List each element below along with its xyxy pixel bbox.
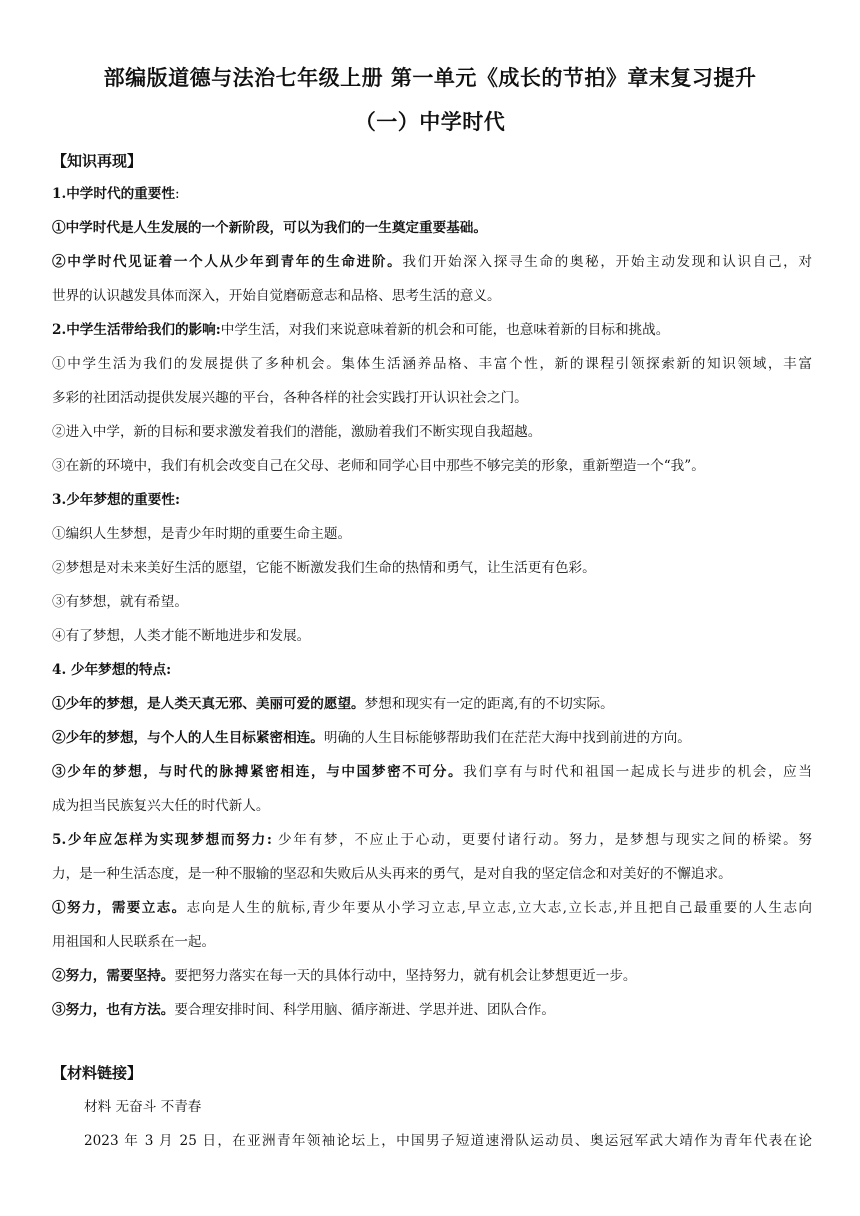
point-4-heading: 4. 少年梦想的特点: — [52, 662, 172, 678]
point-2-item-a: ①中学生活为我们的发展提供了多种机会。集体生活涵养品格、丰富个性，新的课程引领探索新的知识领域，丰富 — [52, 356, 812, 372]
point-5-item-a-cont: 用祖国和人民联系在一起。 — [52, 934, 216, 950]
point-1-item-b: ②中学时代见证着一个人从少年到青年的生命进阶。我们开始深入探寻生命的奥秘，开始主动发现和认识自己，对 — [52, 254, 812, 270]
point-4-item-c: ③少年的梦想，与时代的脉搏紧密相连，与中国梦密不可分。我们享有与时代和祖国一起成长与进步的机会，应当 — [52, 764, 812, 780]
point-5-item-c: ③努力，也有方法。要合理安排时间、科学用脑、循序渐进、学思并进、团队合作。 — [52, 1002, 555, 1018]
point-2-heading: 2.中学生活带给我们的影响:中学生活，对我们来说意味着新的机会和可能，也意味着新的目标和挑战。 — [52, 322, 670, 338]
material-title: 材料 无奋斗 不青春 — [84, 1099, 202, 1115]
point-3-heading: 3.少年梦想的重要性: — [52, 492, 180, 508]
material-text: 2023 年 3 月 25 日，在亚洲青年领袖论坛上，中国男子短道速滑队运动员、奥运冠军武大靖作为青年代表在论 — [84, 1133, 812, 1149]
document-title: 部编版道德与法治七年级上册 第一单元《成长的节拍》章末复习提升 — [103, 66, 757, 90]
point-1-item-a: ①中学时代是人生发展的一个新阶段，可以为我们的一生奠定重要基础。 — [52, 220, 487, 236]
point-4-item-b: ②少年的梦想，与个人的人生目标紧密相连。明确的人生目标能够帮助我们在茫茫大海中找到前进的方向。 — [52, 730, 691, 746]
point-2-item-c: ③在新的环境中，我们有机会改变自己在父母、老师和同学心目中那些不够完美的形象，重新塑造一个“我”。 — [52, 458, 705, 474]
section-heading-knowledge: 【知识再现】 — [52, 152, 143, 170]
point-3-item-c: ③有梦想，就有希望。 — [52, 594, 188, 610]
section-heading-material: 【材料链接】 — [52, 1064, 143, 1082]
point-3-item-d: ④有了梦想，人类才能不断地进步和发展。 — [52, 628, 311, 644]
point-1-heading: 1.中学时代的重要性: — [52, 186, 180, 202]
point-4-item-c-cont: 成为担当民族复兴大任的时代新人。 — [52, 798, 270, 814]
point-1-item-b-cont: 世界的认识越发具体而深入，开始自觉磨砺意志和品格、思考生活的意义。 — [52, 288, 501, 304]
point-3-item-b: ②梦想是对未来美好生活的愿望，它能不断激发我们生命的热情和勇气，让生活更有色彩。 — [52, 560, 596, 576]
point-5-heading: 5.少年应怎样为实现梦想而努力: 少年有梦，不应止于心动，更要付诸行动。努力，是梦想与现实之间的桥梁。努 — [52, 832, 812, 848]
document-subtitle: （一）中学时代 — [354, 110, 506, 134]
point-5-item-a: ①努力，需要立志。志向是人生的航标,青少年要从小学习立志,早立志,立大志,立长志,并且把自己最重要的人生志向 — [52, 900, 812, 916]
point-2-item-a-cont: 多彩的社团活动提供发展兴趣的平台，各种各样的社会实践打开认识社会之门。 — [52, 390, 528, 406]
point-5-heading-cont: 力，是一种生活态度，是一种不服输的坚忍和失败后从头再来的勇气，是对自我的坚定信念和对美好的不懈追求。 — [52, 866, 732, 882]
point-5-item-b: ②努力，需要坚持。要把努力落实在每一天的具体行动中，坚持努力，就有机会让梦想更近一步。 — [52, 968, 637, 984]
point-4-item-a: ①少年的梦想，是人类天真无邪、美丽可爱的愿望。梦想和现实有一定的距离,有的不切实际。 — [52, 696, 614, 712]
point-3-item-a: ①编织人生梦想，是青少年时期的重要生命主题。 — [52, 526, 352, 542]
point-2-item-b: ②进入中学，新的目标和要求激发着我们的潜能，激励着我们不断实现自我超越。 — [52, 424, 542, 440]
